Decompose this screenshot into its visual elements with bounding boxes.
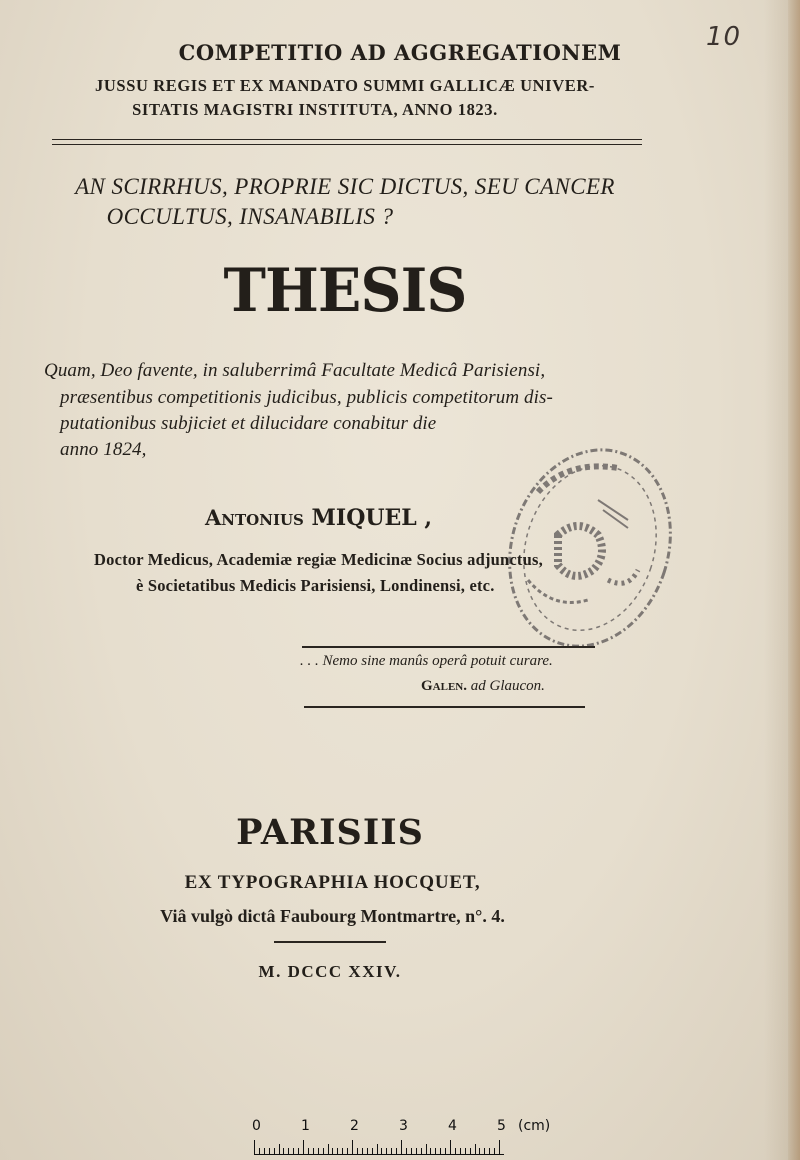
epigraph-bottom-rule — [304, 706, 585, 708]
epigraph-quote: . . . Nemo sine manûs operâ potuit curare. — [300, 653, 553, 669]
author-name — [205, 505, 432, 531]
scale-tick — [470, 1148, 471, 1154]
author-affiliation-2: è Societatibus Medicis Parisiensi, Londinensi, etc. — [136, 576, 495, 595]
question-line-2: OCCULTUS, INSANABILIS ? — [106, 204, 394, 229]
scale-tick — [357, 1148, 358, 1154]
scale-tick — [303, 1140, 304, 1154]
body-line-2: præsentibus competitionis judicibus, publicis competitorum dis- — [60, 387, 553, 408]
scale-label-5: 5 — [497, 1118, 506, 1134]
page-edge-foxing — [788, 0, 800, 1160]
scale-tick — [362, 1148, 363, 1154]
scale-tick — [293, 1148, 294, 1154]
scale-label-2: 2 — [350, 1118, 359, 1134]
scale-tick — [489, 1148, 490, 1154]
scale-tick — [372, 1148, 373, 1154]
scale-tick — [445, 1148, 446, 1154]
scale-tick — [416, 1148, 417, 1154]
scale-unit: (cm) — [518, 1118, 551, 1134]
scale-tick — [279, 1144, 280, 1154]
scale-tick — [450, 1140, 451, 1154]
scale-bar — [254, 1140, 504, 1155]
epigraph-source-name: Galen. — [421, 678, 467, 694]
scale-tick — [347, 1148, 348, 1154]
scale-tick — [484, 1148, 485, 1154]
header-line-1: COMPETITIO AD AGGREGATIONEM — [178, 40, 622, 65]
author-last-name: MIQUEL , — [311, 505, 433, 531]
header-double-rule — [52, 139, 642, 145]
scale-tick — [499, 1140, 500, 1154]
body-line-3: putationibus subjiciet et dilucidare conabitur die — [60, 413, 437, 434]
scale-tick — [475, 1144, 476, 1154]
header-line-2: JUSSU REGIS ET EX MANDATO SUMMI GALLICÆ UNIVER- — [95, 76, 595, 95]
scale-label-3: 3 — [399, 1118, 408, 1134]
epigraph-source — [421, 678, 545, 695]
scale-tick — [396, 1148, 397, 1154]
scale-label-4: 4 — [448, 1118, 457, 1134]
imprint-address: Viâ vulgò dictâ Faubourg Montmartre, n°. 4. — [160, 906, 505, 926]
imprint-city: PARISIIS — [236, 812, 424, 853]
scale-tick — [494, 1148, 495, 1154]
scale-tick — [411, 1148, 412, 1154]
scale-tick — [377, 1144, 378, 1154]
scale-tick — [367, 1148, 368, 1154]
imprint-short-rule — [274, 941, 386, 943]
library-stamp — [498, 440, 674, 660]
scale-tick — [269, 1148, 270, 1154]
author-first-name: Antonius — [205, 505, 304, 530]
header-line-3: SITATIS MAGISTRI INSTITUTA, ANNO 1823. — [132, 100, 498, 119]
scale-tick — [430, 1148, 431, 1154]
scale-tick — [264, 1148, 265, 1154]
scale-tick — [421, 1148, 422, 1154]
body-line-1: Quam, Deo favente, in saluberrimâ Facultate Medicâ Parisiensi, — [44, 360, 546, 381]
author-affiliation-1: Doctor Medicus, Academiæ regiæ Medicinæ Socius adjunctus, — [94, 550, 543, 569]
imprint-printer: EX TYPOGRAPHIA HOCQUET, — [184, 872, 481, 893]
scale-tick — [318, 1148, 319, 1154]
scale-tick — [435, 1148, 436, 1154]
scale-tick — [254, 1140, 255, 1154]
scale-tick — [328, 1144, 329, 1154]
scale-tick — [308, 1148, 309, 1154]
imprint-year: M. DCCC XXIV. — [258, 962, 402, 981]
scale-tick — [332, 1148, 333, 1154]
scale-tick — [440, 1148, 441, 1154]
scale-tick — [401, 1140, 402, 1154]
scale-tick — [391, 1148, 392, 1154]
scale-tick — [259, 1148, 260, 1154]
scale-tick — [342, 1148, 343, 1154]
scale-tick — [479, 1148, 480, 1154]
handwritten-page-number: 10 — [706, 22, 742, 52]
centimeter-scale — [250, 1118, 570, 1158]
scale-tick — [455, 1148, 456, 1154]
question-line-1: AN SCIRRHUS, PROPRIE SIC DICTUS, SEU CANCER — [75, 174, 615, 199]
scale-tick — [406, 1148, 407, 1154]
scale-tick — [283, 1148, 284, 1154]
scale-label-0: 0 — [252, 1118, 261, 1134]
scale-tick — [313, 1148, 314, 1154]
scale-tick — [298, 1148, 299, 1154]
scale-tick — [381, 1148, 382, 1154]
scale-tick — [352, 1140, 353, 1154]
scale-tick — [426, 1144, 427, 1154]
scale-tick — [386, 1148, 387, 1154]
scale-tick — [274, 1148, 275, 1154]
epigraph-top-rule — [302, 646, 595, 648]
scale-label-1: 1 — [301, 1118, 310, 1134]
body-line-4: anno 1824, — [60, 439, 147, 460]
scale-tick — [323, 1148, 324, 1154]
thesis-title: THESIS — [223, 256, 467, 326]
scale-tick — [465, 1148, 466, 1154]
scale-tick — [460, 1148, 461, 1154]
epigraph-source-ref: ad Glaucon. — [470, 678, 545, 694]
scale-tick — [337, 1148, 338, 1154]
scale-tick — [288, 1148, 289, 1154]
